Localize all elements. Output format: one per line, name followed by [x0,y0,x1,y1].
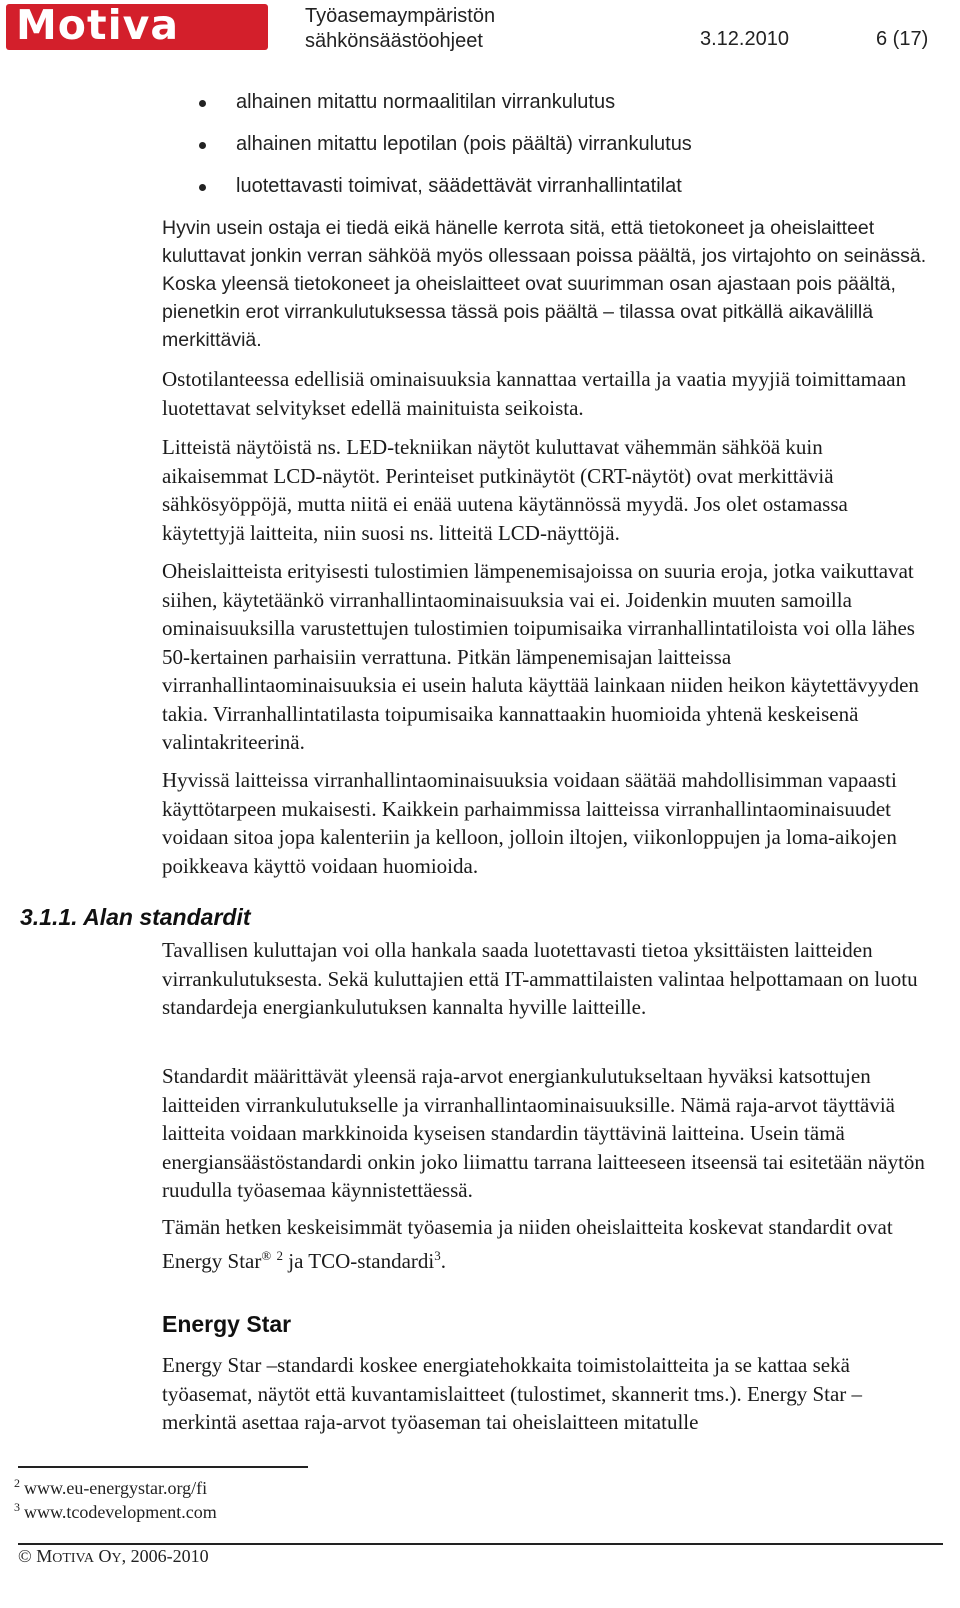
footer-divider [18,1543,943,1545]
paragraph: Hyvissä laitteissa virranhallintaominaisuuksia voidaan säätää mahdollisimman vapaasti käyttötarpeen mukaisesti. Kaikkein parhaimmissa laitteissa virranhallintaominaisuudet voidaan sitoa jopa kalenteriin ja kelloon, jolloin iltojen, viikonloppujen ja loma-aikojen poikkeava käyttö voidaan huomioida. [162,768,897,878]
bullet-item: luotettavasti toimivat, säädettävät virranhallintatilat [236,175,682,197]
section-heading: 3.1.1. Alan standardit [20,904,251,930]
subsection-heading: Energy Star [162,1311,292,1337]
paragraph: Tavallisen kuluttajan voi olla hankala saada luotettavasti tietoa yksittäisten laitteiden virrankulutuksesta. Sekä kuluttajien että IT-ammattilaisten valintaa helpottamaan on luotu standardeja energiankulutuksen kannalta hyville laitteille. [162,938,918,1019]
bullet-item: alhainen mitattu lepotilan (pois päältä) virrankulutus [236,133,692,155]
paragraph: Energy Star –standardi koskee energiatehokkaita toimistolaitteita ja se kattaa sekä työasemat, näytöt että kuvantamislaitteet (tulostimet, skannerit tms.). Energy Star –merkintä asettaa raja-arvot työaseman tai oheislaitteen mitatulle [162,1353,863,1434]
paragraph: Tämän hetken keskeisimmät työasemia ja niiden oheislaitteita koskevat standardit ovat Energy Star® $^2$ ja TCO-standardi$^3$. [162,1215,893,1273]
document-date: 3.12.2010 [700,28,789,50]
footnote: $^2$ www.eu-energystar.org/fi [14,1476,208,1498]
paragraph: Oheislaitteista erityisesti tulostimien lämpenemisajoissa on suuria eroja, jotka vaikuttavat siihen, käytetäänkö virranhallintaominaisuuksia vai ei. Joidenkin muuten samoilla ominaisuuksilla varustettujen tulostimien toipumisaika virranhallintatiloista voi olla lähes 50-kertainen parhaisiin verrattuna. Pitkän lämpenemisajan laitteissa virranhallintaominaisuuksia ei usein haluta käyttää lainkaan niiden heikon käytettävyyden takia. Virranhallintatilasta toipumisaika kannattaakin huomioida yhtenä keskeisenä valintakriteerinä. [162,559,919,754]
page-number: 6 (17) [876,28,929,50]
document-title: Työasemaympäristön sähkönsäästöohjeet [305,5,496,52]
footnote-ref: 2 [276,1247,283,1263]
footnote-link[interactable]: www.eu-energystar.org/fi [24,1478,208,1498]
footnote: $^3$ www.tcodevelopment.com [14,1500,217,1522]
footnote-divider [18,1466,308,1468]
bullet-item: alhainen mitattu normaalitilan virrankulutus [236,91,616,113]
registered-mark: ® [261,1247,272,1263]
footnote-link[interactable]: www.tcodevelopment.com [24,1502,217,1522]
logo-text: Motiva [16,1,180,49]
paragraph: Ostotilanteessa edellisiä ominaisuuksia kannattaa vertailla ja vaatia myyjiä toimittamaan luotettavat selvitykset edellä mainituista seikoista. [162,367,907,420]
footnote-ref: 3 [434,1247,441,1263]
motiva-logo [6,1,268,50]
paragraph: Hyvin usein ostaja ei tiedä eikä hänelle kerrota sitä, että tietokoneet ja oheislaitteet kuluttavat jonkin verran sähköä myös ollessaan poissa päältä, jos virtajohto on seinässä. Koska yleensä tietokoneet ja oheislaitteet ovat suurimman osan ajastaan pois päältä, pienetkin erot virrankulutuksessa tässä pois päältä – tilassa ovat pitkällä aikavälillä merkittäviä. [162,217,927,351]
footer-copyright: © MOTIVA OY, 2006-2010 [18,1546,209,1566]
paragraph: Litteistä näytöistä ns. LED-tekniikan näytöt kuluttavat vähemmän sähköä kuin aikaisemmat LCD-näytöt. Perinteiset putkinäytöt (CRT-näytöt) ovat merkittäviä sähkösyöppöjä, mutta niitä ei enää uutena käytännössä myydä. Jos olet ostamassa käytettyjä laitteita, niin suosi ns. litteitä LCD-näyttöjä. [162,435,848,545]
paragraph: Standardit määrittävät yleensä raja-arvot energiankulutukseltaan hyväksi katsottujen laitteiden virrankulutukselle ja virranhallintaominaisuuksille. Nämä raja-arvot täyttäviä laitteita voidaan markkinoida kyseisen standardin täyttävinä laitteina. Usein tämä energiansäästöstandardi onkin joko liimattu tarrana laitteeseen itseensä tai esitetään näytön ruudulla työasemaa käynnistettäessä. [162,1064,925,1202]
